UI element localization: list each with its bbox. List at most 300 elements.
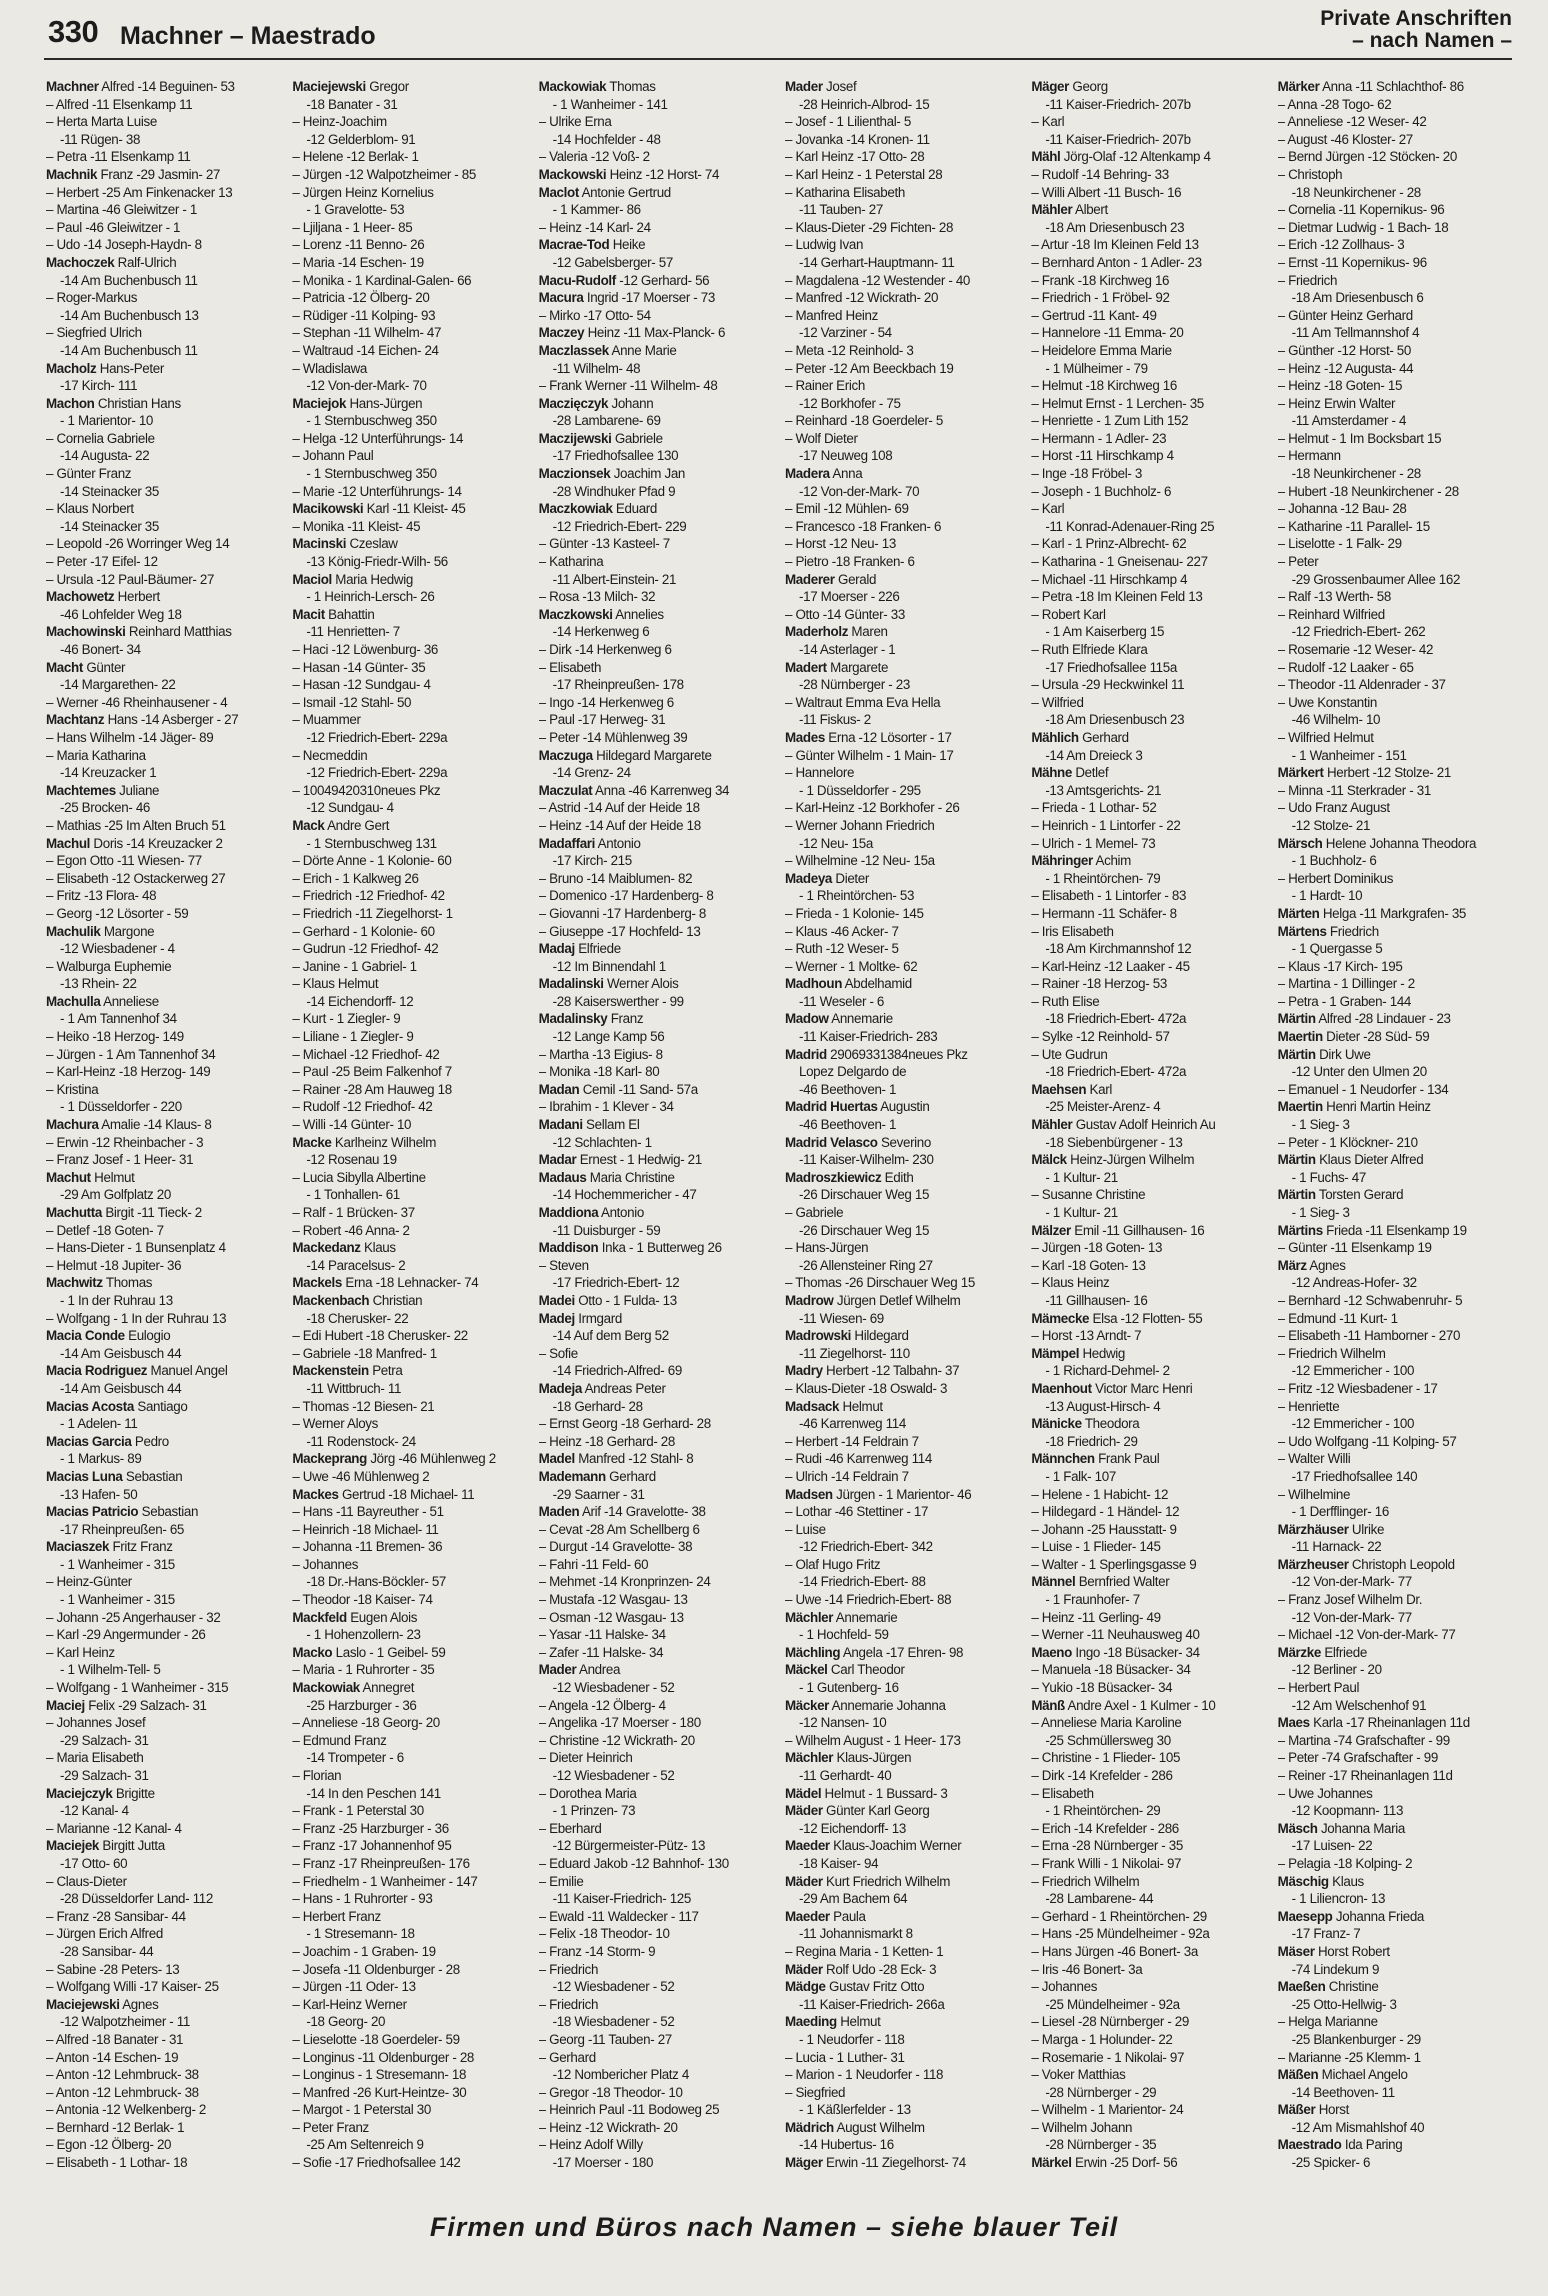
directory-entry-line: -12 Gelderblom- 91	[306, 131, 416, 147]
entry-surname: Märker	[1277, 79, 1320, 94]
directory-entry-line: – Edmund Franz	[292, 1732, 387, 1748]
directory-entry-line: – Eduard Jakob -12 Bahnhof- 130	[538, 1855, 729, 1871]
directory-entry-line: Madrid Velasco Severino	[784, 1134, 931, 1150]
directory-entry-line: – Petra -18 Im Kleinen Feld 13	[1031, 589, 1203, 605]
directory-entry-line: – Kristina	[46, 1081, 99, 1097]
directory-entry-line: – Hans -25 Mündelheimer - 92a	[1031, 1926, 1210, 1942]
directory-entry-line: Madert Margarete	[784, 659, 889, 675]
directory-entry-line: -12 Lange Kamp 56	[552, 1029, 665, 1045]
directory-entry-line: – Uwe Konstantin	[1277, 694, 1377, 710]
directory-entry-line: Mades Erna -12 Lösorter - 17	[784, 729, 952, 745]
directory-entry-line: Männel Bernfried Walter	[1031, 1574, 1170, 1590]
directory-entry-line: -12 Wiesbadener - 52	[552, 1979, 675, 1995]
entry-surname: Maciejewski	[292, 79, 366, 94]
directory-entry-line: -12 Von-der-Mark- 70	[306, 378, 427, 394]
directory-entry-line: Mähringer Achim	[1031, 853, 1131, 869]
directory-entry-line: - 1 Wanheimer - 151	[1291, 747, 1407, 763]
directory-entry-line: -46 Karrenweg 114	[798, 1416, 906, 1432]
directory-entry-line: – Peter -14 Mühlenweg 39	[538, 729, 688, 745]
directory-column-1	[46, 78, 280, 2198]
directory-entry-line: Madaus Maria Christine	[538, 1169, 675, 1185]
directory-entry-line: – Johannes	[292, 1556, 359, 1572]
directory-entry-line: – Henriette - 1 Zum Lith 152	[1031, 413, 1189, 429]
directory-entry-line: Madry Herbert -12 Talbahn- 37	[784, 1363, 960, 1379]
directory-entry-line: Märtin Torsten Gerard	[1277, 1187, 1404, 1203]
directory-entry-line: -12 Unter den Ulmen 20	[1291, 1064, 1427, 1080]
directory-entry-line: -17 Moerser - 226	[798, 589, 900, 605]
directory-entry-line: -18 Am Driesenbusch 6	[1291, 290, 1424, 306]
entry-surname: Machut	[46, 1169, 91, 1185]
directory-entry-line: – Florian	[292, 1768, 342, 1783]
entry-surname: Madroszkiewicz	[784, 1169, 882, 1185]
directory-entry-line: – Günter Wilhelm - 1 Main- 17	[784, 747, 954, 763]
directory-entry-line: – Ralf - 1 Brücken- 37	[292, 1205, 415, 1220]
directory-entry-line: -14 Steinacker 35	[60, 483, 160, 499]
directory-entry-line: – Klaus -17 Kirch- 195	[1277, 958, 1403, 974]
directory-entry-line: Märsch Helene Johanna Theodora	[1277, 835, 1477, 851]
directory-entry-line: -18 Friedrich-Ebert- 472a	[1045, 1011, 1187, 1027]
entry-surname: Madry	[784, 1363, 823, 1379]
directory-entry-line: Mäger Georg	[1031, 79, 1108, 94]
directory-entry-line: -14 Gerhart-Hauptmann- 11	[798, 254, 955, 270]
directory-entry-line: Madera Anna	[784, 466, 863, 482]
directory-entry-line: – Werner Johann Friedrich	[784, 817, 935, 833]
directory-entry-line: – Franz Josef - 1 Heer- 31	[46, 1152, 194, 1168]
directory-entry-line: -18 Dr.-Hans-Böckler- 57	[306, 1574, 447, 1590]
directory-entry-line: – Elisabeth - 1 Lothar- 18	[46, 2155, 188, 2171]
directory-entry-line: -11 Wittbruch- 11	[306, 1380, 402, 1396]
directory-entry-line: – Rosemarie -12 Weser- 42	[1277, 642, 1434, 657]
entry-surname: Machutta	[46, 1205, 102, 1220]
directory-entry-line: – Heinrich - 1 Lintorfer - 22	[1031, 817, 1181, 833]
directory-entry-line: – Ismail -12 Stahl- 50	[292, 694, 412, 710]
entry-surname: Maderholz	[784, 624, 849, 640]
directory-entry-line: – Helga -12 Unterführungs- 14	[292, 430, 464, 446]
directory-entry-line: -12 Wiesbadener - 4	[60, 941, 175, 957]
directory-column-3	[539, 78, 773, 2198]
directory-entry-line: Macikowski Karl -11 Kleist- 45	[292, 501, 466, 517]
footer-note: Firmen und Büros nach Namen – siehe blauer Teil	[429, 2212, 1119, 2242]
directory-entry-line: – Inge -18 Fröbel- 3	[1031, 466, 1142, 482]
directory-entry-line: – Wilhelm - 1 Marientor- 24	[1031, 2102, 1184, 2118]
directory-entry-line: – Muammer	[292, 712, 361, 728]
entry-surname: Machwitz	[46, 1275, 103, 1291]
entry-surname: Mackenstein	[292, 1363, 369, 1379]
directory-entry-line: – Anneliese -12 Weser- 42	[1277, 114, 1427, 130]
directory-entry-line: -18 Am Kirchmannshof 12	[1045, 941, 1192, 957]
directory-entry-line: -12 Friedrich-Ebert- 229a	[306, 729, 448, 745]
directory-entry-line: Maenhout Victor Marc Henri	[1031, 1380, 1193, 1396]
entry-surname: Madhoun	[784, 976, 843, 992]
entry-surname: Mählich	[1031, 729, 1079, 745]
directory-entry-line: Madaffari Antonio	[538, 835, 641, 851]
directory-entry-line: – Lucia Sibylla Albertine	[292, 1169, 426, 1185]
directory-entry-line: -28 Lambarene- 69	[552, 413, 661, 429]
directory-entry-line: – Franz -14 Storm- 9	[538, 1943, 656, 1959]
directory-entry-line: -12 Eichendorff- 13	[798, 1820, 906, 1836]
directory-entry-line: – Liesel -28 Nürnberger - 29	[1031, 2014, 1189, 2030]
directory-entry-line: Maehsen Karl	[1031, 1081, 1112, 1097]
entry-surname: Madsack	[784, 1398, 840, 1414]
entry-surname: Machon	[46, 395, 95, 411]
directory-entry-line: – Maria - 1 Ruhrorter - 35	[292, 1662, 435, 1678]
directory-entry-line: – Waltraud -14 Eichen- 24	[292, 342, 439, 358]
page-number: 330	[48, 14, 99, 49]
directory-entry-line: – Wilhelm Johann	[1031, 2119, 1133, 2135]
directory-entry-line: Maciejewski Gregor	[292, 79, 409, 94]
directory-entry-line: -14 Hubertus- 16	[798, 2137, 894, 2153]
directory-entry-line: Madani Sellam El	[538, 1117, 640, 1133]
directory-entry-line: – Michael -11 Hirschkamp 4	[1031, 571, 1188, 587]
directory-entry-line: – Heinz -18 Goten- 15	[1277, 378, 1403, 394]
directory-entry-line: – Hermann - 1 Adler- 23	[1031, 430, 1167, 446]
section-title-line-1: Private Anschriften	[1320, 7, 1512, 30]
directory-entry-line: - 1 Hohenzollern- 23	[306, 1627, 421, 1643]
directory-entry-line: – Frieda - 1 Kolonie- 145	[784, 905, 924, 921]
directory-entry-line: - 1 Derfflinger- 16	[1291, 1504, 1389, 1520]
directory-entry-line: – Ralf -13 Werth- 58	[1277, 589, 1391, 605]
directory-entry-line: – Emanuel - 1 Neudorfer - 134	[1277, 1081, 1449, 1097]
directory-entry-line: Macke Karlheinz Wilhelm	[292, 1134, 437, 1150]
directory-entry-line: – Elisabeth	[1031, 1785, 1094, 1801]
directory-entry-line: -28 Nürnberger - 29	[1045, 2084, 1157, 2100]
directory-entry-line: - 1 Wanheimer - 315	[60, 1556, 175, 1572]
entry-surname: Machul	[46, 835, 91, 851]
directory-entry-line: – Heinz -14 Karl- 24	[538, 219, 651, 235]
directory-entry-line: -18 Georg- 20	[306, 2014, 386, 2030]
directory-entry-line: Maciol Maria Hedwig	[292, 571, 413, 587]
directory-entry-line: -14 Eichendorff- 12	[306, 993, 414, 1009]
directory-entry-line: – Mathias -25 Im Alten Bruch 51	[46, 817, 226, 833]
entry-surname: Mackes	[292, 1486, 339, 1502]
directory-entry-line: – Thomas -26 Dirschauer Weg 15	[784, 1275, 975, 1291]
directory-entry-line: – Karl-Heinz -12 Laaker - 45	[1031, 958, 1190, 974]
directory-entry-line: Machulla Anneliese	[46, 993, 159, 1009]
directory-entry-line: – Rudolf -12 Friedhof- 42	[292, 1099, 433, 1115]
directory-entry-line: Maertin Dieter -28 Süd- 59	[1277, 1029, 1430, 1045]
directory-entry-line: -74 Lindekum 9	[1291, 1961, 1380, 1977]
directory-entry-line: Mackedanz Klaus	[292, 1240, 396, 1256]
directory-entry-line: – Rudolf -14 Behring- 33	[1031, 166, 1169, 182]
directory-entry-line: -28 Sansibar- 44	[60, 1943, 154, 1959]
directory-entry-line: – Ljiljana - 1 Heer- 85	[292, 219, 413, 235]
directory-entry-line: – Günter -13 Kasteel- 7	[538, 536, 670, 552]
directory-entry-line: Mackowiak Thomas	[538, 79, 656, 94]
directory-entry-line: – Iris Elisabeth	[1031, 923, 1114, 939]
directory-entry-line: – Erna -28 Nürnberger - 35	[1031, 1838, 1183, 1854]
directory-entry-line: -12 Von-der-Mark- 77	[1291, 1574, 1412, 1590]
directory-entry-line: Lopez Delgardo de	[798, 1064, 907, 1080]
entry-surname: Macko	[292, 1644, 333, 1660]
directory-entry-line: – Friedrich	[538, 1996, 599, 2012]
directory-entry-line: -12 Nansen- 10	[798, 1715, 887, 1731]
directory-entry-line: – Waltraut Emma Eva Hella	[784, 694, 941, 710]
directory-entry-line: – Thomas -12 Biesen- 21	[292, 1398, 435, 1414]
directory-entry-line: – Rainer Erich	[784, 378, 865, 394]
directory-entry-line: -18 Kaiser- 94	[798, 1855, 879, 1871]
directory-entry-line: -11 Ziegelhorst- 110	[798, 1345, 910, 1361]
directory-entry-line: Mäser Horst Robert	[1277, 1943, 1390, 1959]
directory-entry-line: - 1 Käßlerfelder - 13	[798, 2102, 911, 2118]
entry-surname: Maczięczyk	[538, 395, 609, 411]
directory-entry-line: – Elisabeth -12 Ostackerweg 27	[46, 870, 226, 886]
entry-surname: Maczionsek	[538, 466, 611, 482]
directory-entry-line: Maertin Henri Martin Heinz	[1277, 1099, 1431, 1115]
directory-entry-line: – Günter Franz	[46, 466, 132, 482]
directory-entry-line: - 1 Kultur- 21	[1045, 1169, 1118, 1185]
directory-entry-line: – Theodor -11 Aldenrader - 37	[1277, 677, 1446, 693]
directory-entry-line: – Gertrud -11 Kant- 49	[1031, 307, 1157, 323]
directory-entry-line: - 1 Sieg- 3	[1291, 1205, 1350, 1220]
directory-entry-line: -14 Kreuzacker 1	[60, 765, 157, 781]
directory-entry-line: – Herbert -25 Am Finkenacker 13	[46, 184, 233, 200]
directory-entry-line: Mählich Gerhard	[1031, 729, 1129, 745]
directory-entry-line: -12 Rosenau 19	[306, 1152, 397, 1168]
directory-entry-line: -25 Otto-Hellwig- 3	[1291, 1996, 1397, 2012]
directory-entry-line: Maciejczyk Brigitte	[46, 1785, 155, 1801]
directory-entry-line: – Ibrahim - 1 Klever - 34	[538, 1099, 674, 1115]
directory-entry-line: Madroszkiewicz Edith	[784, 1169, 914, 1185]
directory-entry-line: – Egon -12 Ölberg- 20	[46, 2137, 172, 2153]
directory-entry-line: – Ulrich -14 Feldrain 7	[784, 1468, 909, 1484]
entry-surname: Maeder	[784, 1908, 830, 1924]
directory-entry-line: Madalinski Werner Alois	[538, 976, 679, 992]
directory-entry-line: Maczuga Hildegard Margarete	[538, 747, 712, 763]
directory-entry-line: – Hans-Dieter - 1 Bunsenplatz 4	[46, 1240, 226, 1256]
directory-entry-line: – Wilfried Helmut	[1277, 729, 1374, 745]
directory-entry-line: -26 Dirschauer Weg 15	[798, 1222, 930, 1238]
directory-entry-line: Mäsch Johanna Maria	[1277, 1820, 1405, 1836]
directory-entry-line: – Heiko -18 Herzog- 149	[46, 1029, 184, 1045]
directory-entry-line: – Peter -74 Grafschafter - 99	[1277, 1750, 1438, 1766]
directory-entry-line: – Reiner -17 Rheinanlagen 11d	[1277, 1768, 1453, 1783]
directory-entry-line: – Günter -11 Elsenkamp 19	[1277, 1240, 1432, 1256]
directory-entry-line: – Liliane - 1 Ziegler- 9	[292, 1029, 414, 1045]
directory-entry-line: – Jürgen Heinz Kornelius	[292, 184, 434, 200]
directory-entry-line: – Dörte Anne - 1 Kolonie- 60	[292, 853, 452, 869]
directory-entry-line: – Luise	[784, 1521, 826, 1537]
directory-entry-line: – Petra -11 Elsenkamp 11	[46, 149, 191, 165]
directory-entry-line: – Angela -12 Ölberg- 4	[538, 1697, 666, 1713]
entry-surname: Mähringer	[1031, 853, 1093, 869]
directory-entry-line: – Martina -74 Grafschafter - 99	[1277, 1732, 1450, 1748]
directory-entry-line: -17 Friedhofsallee 115a	[1045, 659, 1177, 675]
directory-entry-line: – Elisabeth	[538, 659, 602, 675]
directory-entry-line: -29 Saarner - 31	[552, 1486, 645, 1502]
directory-entry-line: -46 Beethoven- 1	[798, 1081, 897, 1097]
entry-surname: Mälck	[1031, 1152, 1067, 1168]
directory-entry-line: Macrae-Tod Heike	[538, 237, 646, 253]
directory-entry-line: Maderholz Maren	[784, 624, 888, 640]
directory-entry-line: – Uwe -14 Friedrich-Ebert- 88	[784, 1592, 952, 1608]
directory-entry-line: – Udo Wolfgang -11 Kolping- 57	[1277, 1433, 1457, 1449]
directory-entry-line: -14 Steinacker 35	[60, 518, 160, 534]
directory-entry-line: – Friedrich -12 Friedhof- 42	[292, 888, 445, 904]
directory-entry-line: -18 Neunkirchener - 28	[1291, 184, 1421, 200]
directory-entry-line: – Alfred -18 Banater - 31	[46, 2031, 184, 2047]
directory-entry-line: – Peter -12 Am Beeckbach 19	[784, 360, 954, 376]
directory-entry-line: Mädel Helmut - 1 Bussard- 3	[784, 1785, 948, 1801]
directory-entry-line: – Meta -12 Reinhold- 3	[784, 342, 914, 358]
directory-entry-line: – Kurt - 1 Ziegler- 9	[292, 1011, 401, 1027]
directory-entry-line: -13 August-Hirsch- 4	[1045, 1398, 1161, 1414]
directory-entry-line: -11 Tauben- 27	[798, 202, 883, 218]
directory-entry-line: – Friedrich Wilhelm	[1031, 1873, 1140, 1889]
directory-entry-line: – Herbert Paul	[1277, 1680, 1360, 1696]
directory-entry-line: -14 Am Buchenbusch 13	[60, 307, 199, 323]
directory-entry-line: – Paul -17 Herweg- 31	[538, 712, 666, 728]
entry-surname: Märten	[1277, 905, 1320, 921]
directory-entry-line: – Alfred -11 Elsenkamp 11	[46, 96, 193, 112]
directory-entry-line: – Manfred -12 Wickrath- 20	[784, 290, 939, 306]
directory-entry-line: – Wilhelmine -12 Neu- 15a	[784, 853, 935, 869]
entry-surname: Märtins	[1277, 1222, 1323, 1238]
entry-surname: Madeja	[538, 1380, 582, 1396]
directory-entry-line: – Felix -18 Theodor- 10	[538, 1926, 670, 1942]
directory-entry-line: – Hannelore	[784, 765, 855, 781]
directory-entry-line: -11 Johannismarkt 8	[798, 1926, 913, 1942]
entry-surname: Maertin	[1277, 1029, 1323, 1045]
entry-surname: Mackels	[292, 1275, 342, 1291]
directory-entry-line: Mämpel Hedwig	[1031, 1345, 1126, 1361]
directory-entry-line: Macit Bahattin	[292, 606, 375, 622]
directory-entry-line: Maeder Paula	[784, 1908, 866, 1924]
directory-entry-line: Machulik Margone	[46, 923, 155, 939]
directory-entry-line: – Minna -11 Sterkrader - 31	[1277, 782, 1431, 798]
directory-entry-line: – Uwe Johannes	[1277, 1785, 1373, 1801]
directory-entry-line: Maeder Klaus-Joachim Werner	[784, 1838, 962, 1854]
directory-entry-line: – Ingo -14 Herkenweg 6	[538, 694, 674, 710]
entry-surname: Macias Acosta	[46, 1398, 134, 1414]
directory-entry-line: - 1 Stresemann- 18	[306, 1926, 415, 1942]
directory-entry-line: Madeya Dieter	[784, 870, 870, 886]
entry-surname: Maczlassek	[538, 342, 609, 358]
directory-entry-line: -11 Wilhelm- 48	[552, 360, 641, 376]
directory-entry-line: -14 Am Dreieck 3	[1045, 747, 1143, 763]
entry-surname: Mämpel	[1031, 1345, 1080, 1361]
directory-entry-line: – Leopold -26 Worringer Weg 14	[46, 536, 230, 552]
directory-entry-line: Mackes Gertrud -18 Michael- 11	[292, 1486, 475, 1502]
directory-column-4	[785, 78, 1019, 2198]
directory-entry-line: – Bruno -14 Maiblumen- 82	[538, 870, 693, 886]
entry-surname: Maciejek	[46, 1838, 100, 1854]
directory-entry-line: – Pelagia -18 Kolping- 2	[1277, 1855, 1413, 1871]
directory-entry-line: – Helmut Ernst - 1 Lerchen- 35	[1031, 395, 1204, 411]
directory-entry-line: – Karl - 1 Prinz-Albrecht- 62	[1031, 536, 1187, 552]
directory-entry-line: – Sofie	[538, 1345, 578, 1361]
directory-entry-line: – Petra - 1 Graben- 144	[1277, 993, 1412, 1009]
directory-entry-line: – Hans -11 Bayreuther - 51	[292, 1504, 444, 1520]
directory-entry-line: – Durgut -14 Gravelotte- 38	[538, 1539, 693, 1555]
directory-entry-line: – Johanna -11 Bremen- 36	[292, 1539, 443, 1555]
directory-entry-line: -12 Stolze- 21	[1291, 817, 1371, 833]
directory-entry-line: – Helene -12 Berlak- 1	[292, 149, 419, 165]
directory-entry-line: Mackenbach Christian	[292, 1292, 423, 1308]
directory-entry-line: – Katharine -11 Parallel- 15	[1277, 518, 1430, 534]
name-range: Machner – Maestrado	[120, 22, 376, 50]
directory-entry-line: -18 Friedrich- 29	[1045, 1433, 1138, 1449]
entry-surname: Maeding	[784, 2014, 837, 2030]
directory-entry-line: Macias Acosta Santiago	[46, 1398, 188, 1414]
directory-entry-line: - 1 Fraunhofer- 7	[1045, 1592, 1140, 1608]
entry-surname: Mäser	[1277, 1943, 1315, 1959]
directory-entry-line: Mälck Heinz-Jürgen Wilhelm	[1031, 1152, 1195, 1168]
directory-entry-line: -11 Wiesen- 69	[798, 1310, 884, 1326]
directory-column-5	[1031, 78, 1265, 2198]
directory-entry-line: -14 Friedrich-Ebert- 88	[798, 1574, 926, 1590]
directory-entry-line: – Edi Hubert -18 Cherusker- 22	[292, 1328, 468, 1344]
directory-entry-line: -46 Beethoven- 1	[798, 1117, 897, 1133]
directory-entry-line: – Cornelia -11 Kopernikus- 96	[1277, 202, 1445, 218]
directory-entry-line: -14 Asterlager - 1	[798, 642, 896, 657]
directory-entry-line: -12 Koopmann- 113	[1291, 1803, 1404, 1819]
directory-entry-line: - 1 Wilhelm-Tell- 5	[60, 1662, 161, 1678]
directory-entry-line: – Yasar -11 Halske- 34	[538, 1627, 666, 1643]
directory-entry-line: – Horst -12 Neu- 13	[784, 536, 896, 552]
directory-entry-line: -13 König-Friedr-Wilh- 56	[306, 554, 448, 570]
entry-surname: Mäschig	[1277, 1873, 1329, 1889]
directory-entry-line: Madeja Andreas Peter	[538, 1380, 666, 1396]
entry-surname: Maczuga	[538, 747, 593, 763]
directory-entry-line: – Monika -18 Karl- 80	[538, 1064, 660, 1080]
directory-entry-line: -14 Am Geisbusch 44	[60, 1380, 182, 1396]
entry-surname: Mäder	[784, 1961, 823, 1977]
directory-entry-line: – Horst -11 Hirschkamp 4	[1031, 448, 1174, 464]
directory-entry-line: – Ludwig Ivan	[784, 237, 864, 253]
directory-entry-line: – Dietmar Ludwig - 1 Bach- 18	[1277, 219, 1449, 235]
directory-entry-line: - 1 In der Ruhrau 13	[60, 1292, 173, 1308]
entry-surname: Märzhäuser	[1277, 1521, 1349, 1537]
directory-entry-line: -12 Emmericher - 100	[1291, 1363, 1415, 1379]
directory-entry-line: Maeno Ingo -18 Büsacker- 34	[1031, 1644, 1200, 1660]
directory-entry-line: – Giovanni -17 Hardenberg- 8	[538, 905, 707, 921]
directory-entry-line: - 1 Gravelotte- 53	[306, 202, 405, 218]
entry-surname: Madalinsky	[538, 1011, 608, 1027]
directory-entry-line: Mächling Angela -17 Ehren- 98	[784, 1644, 964, 1660]
directory-entry-line: - 1 Buchholz- 6	[1291, 853, 1377, 869]
entry-surname: Maddiona	[538, 1205, 599, 1220]
directory-entry-line: Maciej Felix -29 Salzach- 31	[46, 1697, 207, 1713]
directory-entry-line: Mackfeld Eugen Alois	[292, 1609, 418, 1625]
directory-entry-line: Madan Cemil -11 Sand- 57a	[538, 1081, 698, 1097]
directory-entry-line: Mäßer Horst	[1277, 2102, 1349, 2118]
directory-entry-line: Madrid Huertas Augustin	[784, 1099, 930, 1115]
directory-entry-line: -12 Kanal- 4	[60, 1803, 129, 1819]
directory-entry-line: -11 Gillhausen- 16	[1045, 1292, 1148, 1308]
directory-entry-line: – Osman -12 Wasgau- 13	[538, 1609, 684, 1625]
directory-entry-line: - 1 Am Tannenhof 34	[60, 1011, 177, 1027]
directory-entry-line: Mäcker Annemarie Johanna	[784, 1697, 946, 1713]
directory-entry-line: Machner Alfred -14 Beguinen- 53	[46, 79, 235, 94]
directory-entry-line: Macinski Czeslaw	[292, 536, 398, 552]
directory-entry-line: – Erich -14 Krefelder - 286	[1031, 1820, 1179, 1836]
directory-entry-line: – Christine -12 Wickrath- 20	[538, 1732, 695, 1748]
entry-surname: Maczkowiak	[538, 501, 613, 517]
directory-entry-line: - 1 Tonhallen- 61	[306, 1187, 400, 1203]
directory-entry-line: – Detlef -18 Goten- 7	[46, 1222, 164, 1238]
directory-entry-line: – Erich - 1 Kalkweg 26	[292, 870, 419, 886]
directory-entry-line: -28 Nürnberger - 35	[1045, 2137, 1157, 2153]
directory-entry-line: -12 Borkhofer - 75	[798, 395, 901, 411]
entry-surname: Macura	[538, 290, 584, 306]
directory-entry-line: -12 Im Binnendahl 1	[552, 958, 666, 974]
directory-entry-line: – Mehmet -14 Kronprinzen- 24	[538, 1574, 711, 1590]
entry-surname: Mähler	[1031, 1117, 1073, 1133]
directory-entry-line: – Erwin -12 Rheinbacher - 3	[46, 1134, 204, 1150]
entry-surname: Mackowiak	[292, 1680, 360, 1696]
directory-entry-line: -29 Am Bachem 64	[798, 1891, 908, 1907]
directory-entry-line: – Klaus-Dieter -29 Fichten- 28	[784, 219, 954, 235]
